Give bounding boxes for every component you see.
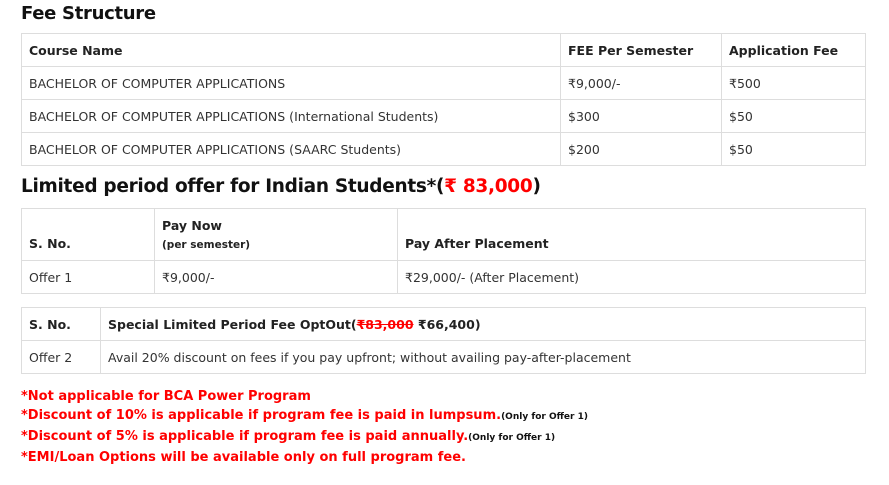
note bbox=[21, 427, 588, 448]
fee-structure-title: Fee Structure bbox=[21, 3, 156, 24]
pay-now: ₹9,000/- bbox=[155, 261, 398, 294]
sno: Offer 1 bbox=[22, 261, 155, 294]
pay-now-sub: (per semester) bbox=[162, 239, 251, 251]
table-row bbox=[22, 100, 866, 133]
optout-table bbox=[21, 307, 866, 374]
pay-after: ₹29,000/- (After Placement) bbox=[398, 261, 866, 294]
table-header bbox=[22, 209, 866, 261]
notes bbox=[21, 387, 588, 467]
fee: $300 bbox=[561, 100, 722, 133]
table-row bbox=[22, 133, 866, 166]
header-course-name: Course Name bbox=[22, 34, 561, 67]
note-text: *EMI/Loan Options will be available only on full program fee. bbox=[21, 450, 466, 465]
offer-price: ₹ 83,000 bbox=[444, 176, 533, 197]
header-sno: S. No. bbox=[22, 308, 101, 341]
course-name: BACHELOR OF COMPUTER APPLICATIONS (SAARC Students) bbox=[22, 133, 561, 166]
offer-title bbox=[21, 176, 541, 197]
course-name: BACHELOR OF COMPUTER APPLICATIONS (International Students) bbox=[22, 100, 561, 133]
table-header bbox=[22, 34, 866, 67]
header-sno: S. No. bbox=[22, 209, 155, 261]
application-fee: $50 bbox=[722, 133, 866, 166]
course-name: BACHELOR OF COMPUTER APPLICATIONS bbox=[22, 67, 561, 100]
note-text: *Not applicable for BCA Power Program bbox=[21, 389, 311, 404]
header-application-fee: Application Fee bbox=[722, 34, 866, 67]
optout-title: Special Limited Period Fee OptOut( bbox=[108, 316, 357, 332]
fee-structure-table bbox=[21, 33, 866, 166]
fee: $200 bbox=[561, 133, 722, 166]
paren: ) bbox=[532, 176, 541, 197]
pay-now-label: Pay Now bbox=[162, 218, 222, 233]
table-header bbox=[22, 308, 866, 341]
note bbox=[21, 387, 588, 406]
note-text: *Discount of 10% is applicable if program fee is paid in lumpsum. bbox=[21, 408, 502, 423]
note-small: (Only for Offer 1) bbox=[468, 433, 556, 443]
fee: ₹9,000/- bbox=[561, 67, 722, 100]
application-fee: $50 bbox=[722, 100, 866, 133]
new-price: ₹66,400) bbox=[413, 316, 481, 332]
note bbox=[21, 448, 588, 467]
offer-table bbox=[21, 208, 866, 294]
paren: ( bbox=[435, 176, 445, 197]
header-pay-after: Pay After Placement bbox=[398, 209, 866, 261]
header-optout bbox=[101, 308, 866, 341]
sno: Offer 2 bbox=[22, 341, 101, 374]
table-row bbox=[22, 261, 866, 294]
header-pay-now bbox=[155, 209, 398, 261]
old-price: ₹83,000 bbox=[356, 316, 414, 332]
note bbox=[21, 406, 588, 427]
application-fee: ₹500 bbox=[722, 67, 866, 100]
table-row bbox=[22, 67, 866, 100]
offer-title-text: Limited period offer for Indian Students* bbox=[21, 176, 436, 197]
note-text: *Discount of 5% is applicable if program fee is paid annually. bbox=[21, 429, 469, 444]
table-row bbox=[22, 341, 866, 374]
header-fee-per-semester: FEE Per Semester bbox=[561, 34, 722, 67]
note-small: (Only for Offer 1) bbox=[501, 412, 588, 422]
optout-description: Avail 20% discount on fees if you pay upfront; without availing pay-after-placement bbox=[101, 341, 866, 374]
